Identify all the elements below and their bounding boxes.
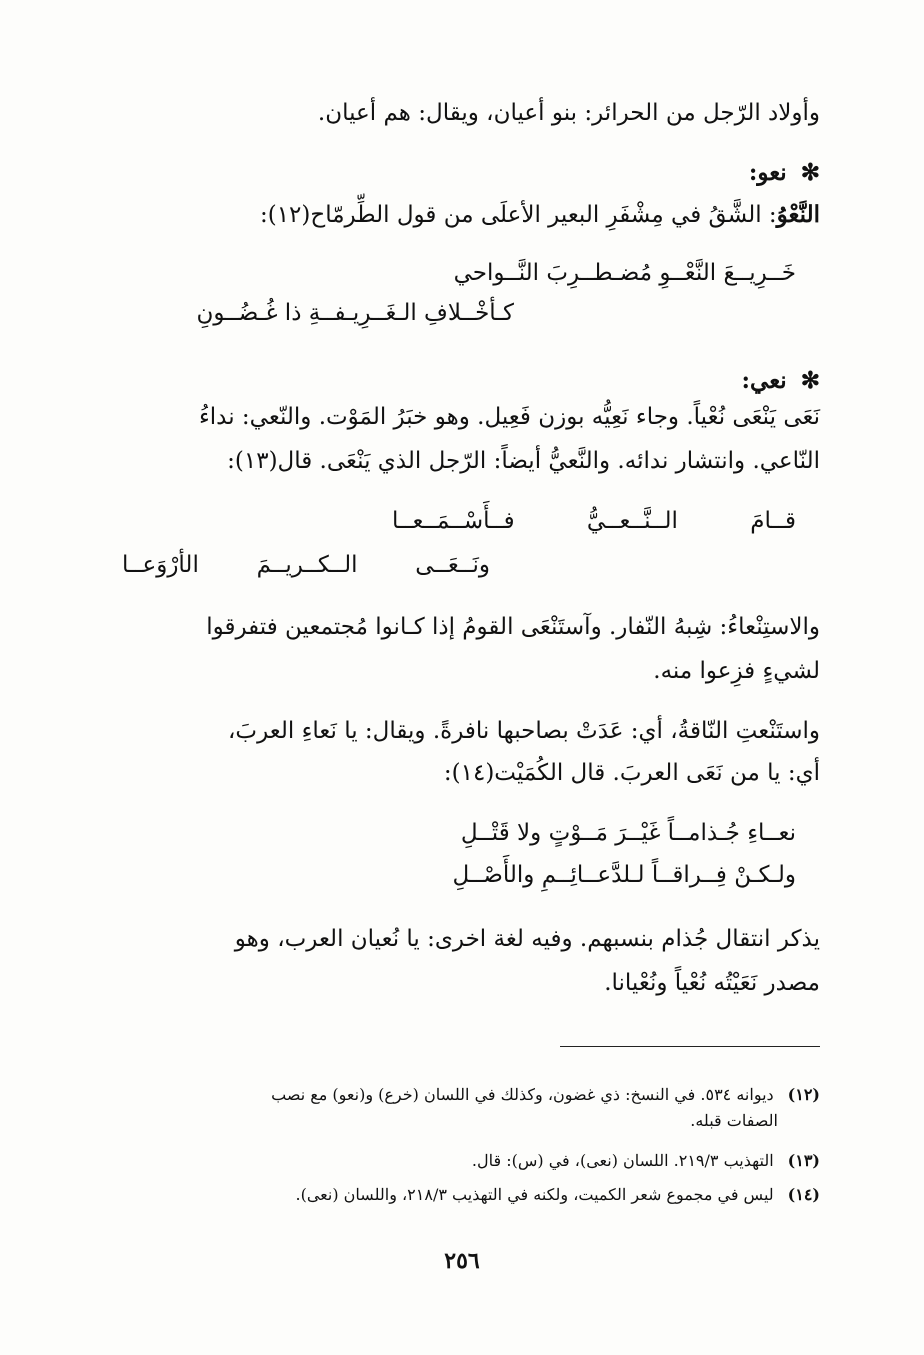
verse-word: الــكــريــمَ	[256, 552, 358, 578]
line-1: وأولاد الرّجل من الحرائر: بنو أعيان، ويقال: هم أعيان.	[317, 100, 820, 126]
entry-definition-naw	[100, 200, 820, 230]
verse-word: الــنَّــعــيُّ	[586, 508, 678, 534]
verse-word: فــأَسْــمَــعــا	[392, 508, 515, 534]
paragraph-5-line-1: يذكر انتقال جُذام بنسبهم. وفيه لغة اخرى: يا نُعيان العرب، وهو	[234, 926, 820, 952]
footnote-text: ليس في مجموع شعر الكميت، ولكنه في التهذيب ٢١٨/٣، واللسان (نعى).	[295, 1185, 774, 1204]
paragraph-2-line-1: نَعَى يَنْعَى نُعْياً. وجاء نَعِيُّه بوزن فَعِيل. وهو خبَرُ المَوْت. والنّعي: نداءُ	[198, 404, 820, 430]
verse-3-first-hemistich: نعــاءِ جُـذامــاً غَيْــرَ مَــوْتٍ ولا قَتْــلِ	[460, 820, 796, 846]
entry-definition-text: : الشَّقُ في مِشْفَرِ البعير الأعلَى من قول الطِّرمّاح(١٢):	[259, 202, 777, 228]
paragraph-3-line-2: لشيءٍ فزِعوا منه.	[653, 658, 820, 684]
verse-2-first-hemistich	[392, 506, 796, 536]
verse-1-second-hemistich: كـأخْــلافِ الـغَــرِيـفــةِ ذا غُـضُــونِ	[196, 300, 514, 326]
entry-term: النَّعْوُ	[776, 201, 820, 228]
footnote-number: (١٣)	[787, 1151, 820, 1170]
footnote-text: ديوانه ٥٣٤. في النسخ: ذي غضون، وكذلك في اللسان (خرع) و(نعو) مع نصب	[271, 1085, 774, 1104]
page-number: ٢٥٦	[444, 1248, 480, 1274]
footnote-number: (١٤)	[787, 1185, 820, 1204]
entry-heading-nay	[100, 366, 820, 396]
asterisk-icon: ✻	[800, 159, 820, 186]
footnote-number: (١٢)	[787, 1085, 820, 1104]
paragraph-5-line-2: مصدر نَعَيْتُه نُعْياً ونُعْيانا.	[604, 970, 820, 996]
verse-word: ونَــعَــى	[415, 552, 490, 578]
footnote-13	[100, 1150, 820, 1172]
verse-word: قــامَ	[750, 508, 796, 534]
verse-word: الأرْوَعــا	[122, 552, 199, 578]
footnote-12	[100, 1084, 820, 1106]
paragraph-2-line-2: النّاعي. وانتشار ندائه. والنَّعيُّ أيضاً: الرّجل الذي يَنْعَى. قال(١٣):	[227, 448, 820, 474]
entry-heading-text: نعي:	[741, 367, 787, 394]
footnote-14	[100, 1184, 820, 1206]
footnote-12-continuation: الصفات قبله.	[690, 1111, 778, 1130]
verse-3-second-hemistich: ولـكـنْ فِــراقــاً لـلدَّعــائِــمِ والأَصْــلِ	[452, 862, 796, 888]
verse-1-first-hemistich: خَــرِيــعَ النَّعْــوِ مُضـطــرِبَ النَّــواحي	[453, 260, 796, 286]
entry-heading-text: نعو:	[748, 159, 787, 186]
paragraph-3-line-1: والاستِنْعاءُ: شِبهُ النّفار. وآستَنْعَى القومُ إذا كـانوا مُجتمعين فتفرقوا	[206, 614, 820, 640]
paragraph-4-line-2: أي: يا من نَعَى العربَ. قال الكُمَيْت(١٤):	[443, 760, 820, 786]
entry-heading-naw	[100, 158, 820, 188]
paragraph-4-line-1: واستَنْعتِ النّاقةُ، أي: عَدَتْ بصاحبها نافرةً. ويقال: يا نَعاءِ العربَ،	[228, 718, 820, 744]
footnote-text: التهذيب ٢١٩/٣. اللسان (نعى)، في (س): قال.	[471, 1151, 774, 1170]
verse-2-second-hemistich	[122, 550, 490, 580]
footnote-divider	[560, 1046, 820, 1047]
asterisk-icon: ✻	[800, 367, 820, 394]
